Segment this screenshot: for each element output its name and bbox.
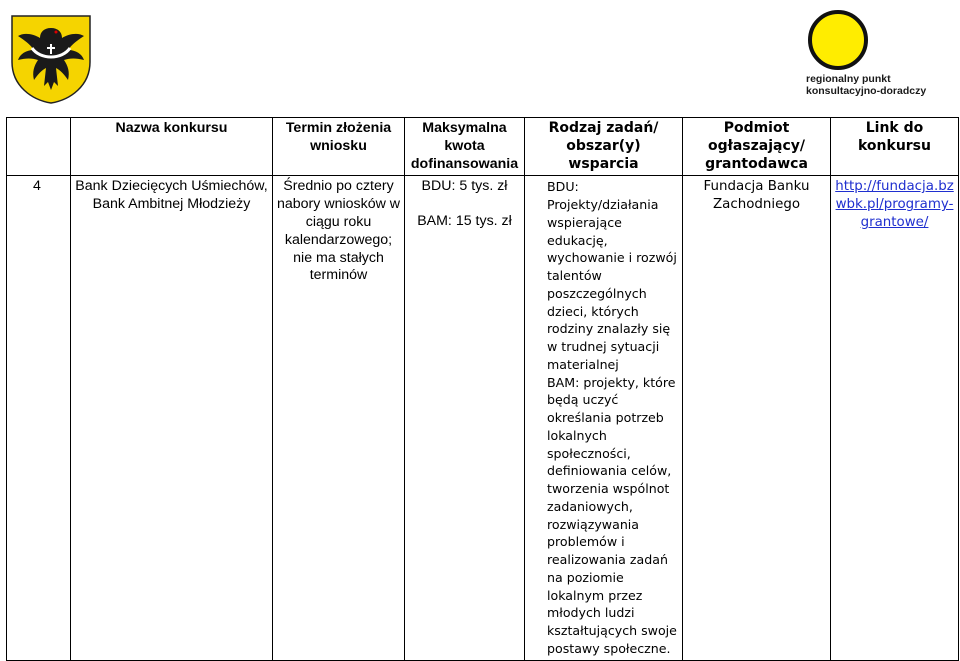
grant-organizer: Fundacja Banku Zachodniego xyxy=(683,176,831,660)
header-link: Link do konkursu xyxy=(831,118,959,176)
header-name: Nazwa konkursu xyxy=(71,118,273,176)
header-row xyxy=(7,118,959,176)
header-deadline: Termin złożenia wniosku xyxy=(273,118,405,176)
table-row xyxy=(7,176,959,660)
coat-of-arms-logo xyxy=(10,14,92,104)
grant-deadline: Średnio po cztery nabory wniosków w ciągu roku kalendarzowego; nie ma stałych terminów xyxy=(273,176,405,660)
header-amount: Maksymalna kwota dofinansowania xyxy=(405,118,525,176)
grant-amount xyxy=(405,176,525,660)
grants-table xyxy=(6,117,959,661)
amount-bam: BAM: 15 tys. zł xyxy=(417,213,512,230)
grant-name: Bank Dziecięcych Uśmiechów, Bank Ambitnej Młodzieży xyxy=(71,176,273,660)
scope-bdu: Projekty/działania wspierające edukację, wychowanie i rozwój talentów poszczególnych dzieci, których rodziny znalazły się w trudnej sytuacji materialnej xyxy=(547,197,677,372)
grant-link[interactable]: http://fundacja.bzwbk.pl/programy-grantowe/ xyxy=(835,179,954,230)
logo-caption: regionalny punkt konsultacyjno-doradczy xyxy=(806,73,927,97)
scope-bam: BAM: projekty, które będą uczyć określania potrzeb lokalnych społeczności, definiowania celów, tworzenia wspólnot zadaniowych, rozwiązywania problemów i realizowania zadań na poziomie lokalnym przez młodych ludzi kształtujących swoje postawy społeczne. xyxy=(547,374,677,656)
header-number xyxy=(7,118,71,176)
grant-scope xyxy=(525,176,683,660)
header-organizer: Podmiot ogłaszający/ grantodawca xyxy=(683,118,831,176)
scope-bdu-label: BDU: xyxy=(547,179,579,195)
grant-link-cell xyxy=(831,176,959,660)
row-number: 4 xyxy=(7,176,71,660)
header-scope: Rodzaj zadań/ obszar(y) wsparcia xyxy=(525,118,683,176)
amount-bdu: BDU: 5 tys. zł xyxy=(421,178,508,195)
